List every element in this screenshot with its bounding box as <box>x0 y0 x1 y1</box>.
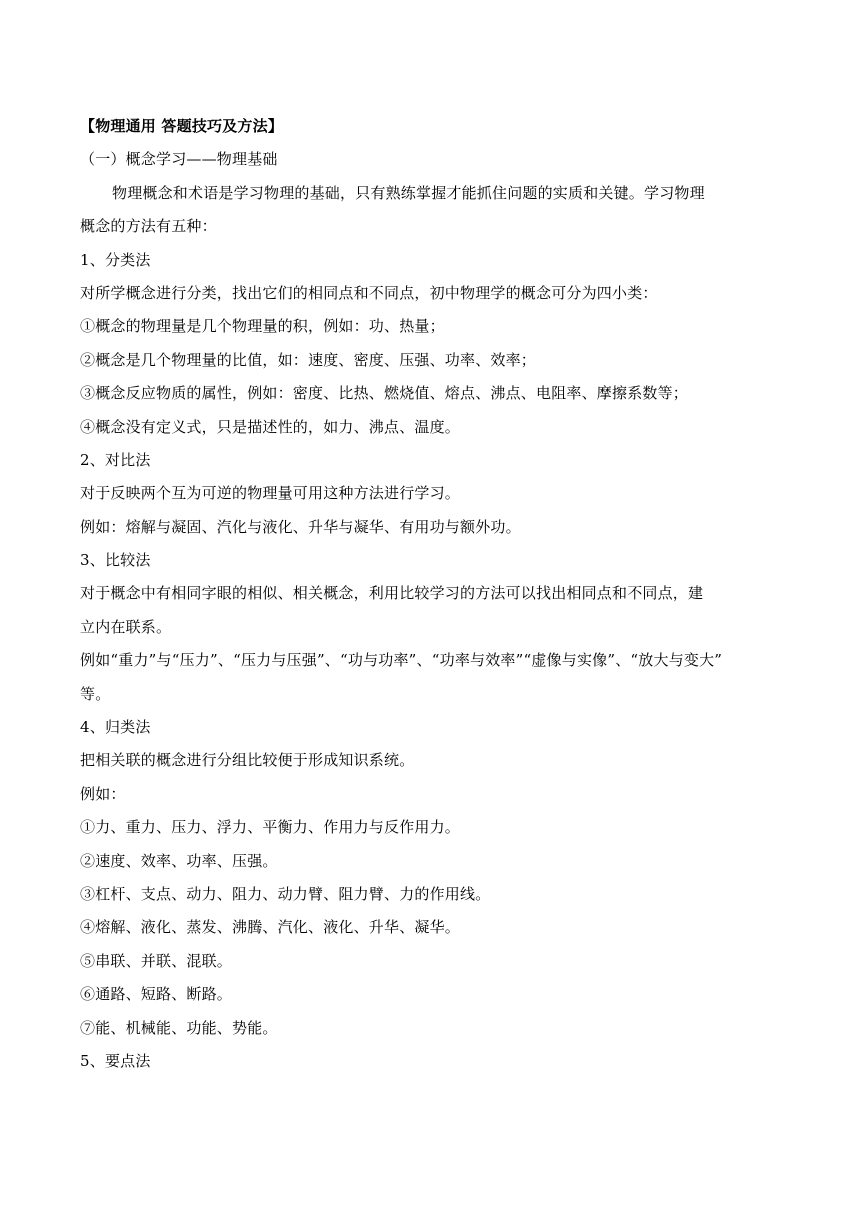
method-3-desc-line-1: 对于概念中有相同字眼的相似、相关概念，利用比较学习的方法可以找出相同点和不同点，建 <box>80 584 704 603</box>
method-4-item: ⑥通路、短路、断路。 <box>80 985 233 1004</box>
document-content <box>80 110 785 1078</box>
method-4-item: ④熔解、液化、蒸发、沸腾、汽化、液化、升华、凝华。 <box>80 918 461 937</box>
method-4-item: ②速度、效率、功率、压强。 <box>80 851 278 870</box>
method-4-example-label: 例如： <box>80 784 126 803</box>
method-1-item: ③概念反应物质的属性，例如：密度、比热、燃烧值、熔点、沸点、电阻率、摩擦系数等； <box>80 384 689 403</box>
method-1-item: ①概念的物理量是几个物理量的积，例如：功、热量； <box>80 317 445 336</box>
method-4-heading: 4、归类法 <box>80 718 151 737</box>
method-1-desc: 对所学概念进行分类，找出它们的相同点和不同点，初中物理学的概念可分为四小类： <box>80 283 658 302</box>
method-4-desc: 把相关联的概念进行分组比较便于形成知识系统。 <box>80 751 415 770</box>
method-3-example-line-2: 等。 <box>80 684 111 703</box>
method-1-item: ②概念是几个物理量的比值，如：速度、密度、压强、功率、效率； <box>80 350 537 369</box>
method-3-heading: 3、比较法 <box>80 551 151 570</box>
method-2-desc: 对于反映两个互为可逆的物理量可用这种方法进行学习。 <box>80 484 461 503</box>
intro-line-2: 概念的方法有五种： <box>80 217 217 236</box>
method-4-item: ⑦能、机械能、功能、势能。 <box>80 1018 278 1037</box>
method-3-example-line-1: 例如“重力”与“压力”、“压力与压强”、“功与功率”、“功率与效率”“虚像与实像”、“放大与变大” <box>80 651 723 670</box>
method-4-item: ③杠杆、支点、动力、阻力、动力臂、阻力臂、力的作用线。 <box>80 884 491 903</box>
method-4-item: ①力、重力、压力、浮力、平衡力、作用力与反作用力。 <box>80 818 461 837</box>
method-2-example: 例如：熔解与凝固、汽化与液化、升华与凝华、有用功与额外功。 <box>80 517 521 536</box>
document-title: 【物理通用 答题技巧及方法】 <box>80 117 284 135</box>
method-2-heading: 2、对比法 <box>80 450 151 469</box>
method-1-heading: 1、分类法 <box>80 250 151 269</box>
method-5-heading: 5、要点法 <box>80 1051 151 1070</box>
intro-line-1: 物理概念和术语是学习物理的基础，只有熟练掌握才能抓住问题的实质和关键。学习物理 <box>112 183 705 202</box>
section-heading: （一）概念学习——物理基础 <box>80 150 278 169</box>
method-4-item: ⑤串联、并联、混联。 <box>80 951 233 970</box>
method-1-item: ④概念没有定义式，只是描述性的，如力、沸点、温度。 <box>80 417 461 436</box>
method-3-desc-line-2: 立内在联系。 <box>80 617 172 636</box>
